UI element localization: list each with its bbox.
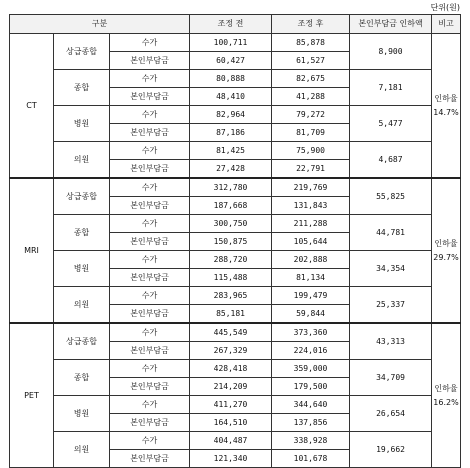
fee-before-cell: 411,270 — [190, 396, 272, 414]
institution-cell: 병원 — [54, 106, 110, 142]
copay-after-cell: 105,644 — [272, 233, 350, 251]
row-type-fee: 수가 — [110, 178, 190, 197]
copay-after-cell: 41,288 — [272, 88, 350, 106]
modality-cell: CT — [10, 34, 54, 179]
reduction-cell: 55,825 — [350, 178, 432, 215]
fee-before-cell: 312,780 — [190, 178, 272, 197]
fee-adjustment-table — [9, 14, 461, 468]
fee-after-cell: 219,769 — [272, 178, 350, 197]
unit-label: 단위(원) — [430, 3, 460, 12]
table-row — [10, 178, 461, 197]
row-type-copay: 본인부담금 — [110, 305, 190, 324]
header-before: 조정 전 — [190, 15, 272, 34]
table-row — [10, 323, 461, 342]
fee-before-cell: 300,750 — [190, 215, 272, 233]
fee-after-cell: 373,360 — [272, 323, 350, 342]
copay-after-cell: 61,527 — [272, 52, 350, 70]
row-type-fee: 수가 — [110, 142, 190, 160]
fee-after-cell: 75,900 — [272, 142, 350, 160]
reduction-cell: 7,181 — [350, 70, 432, 106]
copay-before-cell: 150,875 — [190, 233, 272, 251]
copay-after-cell: 137,856 — [272, 414, 350, 432]
institution-cell: 종합 — [54, 70, 110, 106]
fee-after-cell: 202,888 — [272, 251, 350, 269]
institution-cell: 병원 — [54, 396, 110, 432]
reduction-cell: 26,654 — [350, 396, 432, 432]
institution-cell: 종합 — [54, 360, 110, 396]
reduction-cell: 25,337 — [350, 287, 432, 324]
table-row — [10, 106, 461, 124]
table-row — [10, 287, 461, 305]
copay-before-cell: 164,510 — [190, 414, 272, 432]
row-type-copay: 본인부담금 — [110, 269, 190, 287]
fee-after-cell: 79,272 — [272, 106, 350, 124]
table-row — [10, 396, 461, 414]
row-type-fee: 수가 — [110, 287, 190, 305]
fee-after-cell: 338,928 — [272, 432, 350, 450]
copay-before-cell: 87,186 — [190, 124, 272, 142]
reduction-cell: 43,313 — [350, 323, 432, 360]
reduction-cell: 5,477 — [350, 106, 432, 142]
table-row — [10, 70, 461, 88]
header-reduction: 본인부담금 인하액 — [350, 15, 432, 34]
row-type-fee: 수가 — [110, 323, 190, 342]
copay-before-cell: 187,668 — [190, 197, 272, 215]
copay-after-cell: 101,678 — [272, 450, 350, 468]
institution-cell: 의원 — [54, 287, 110, 324]
fee-after-cell: 211,288 — [272, 215, 350, 233]
row-type-copay: 본인부담금 — [110, 52, 190, 70]
fee-before-cell: 82,964 — [190, 106, 272, 124]
header-category: 구분 — [10, 15, 190, 34]
header-after: 조정 후 — [272, 15, 350, 34]
row-type-copay: 본인부담금 — [110, 88, 190, 106]
row-type-copay: 본인부담금 — [110, 233, 190, 251]
fee-after-cell: 344,640 — [272, 396, 350, 414]
row-type-copay: 본인부담금 — [110, 124, 190, 142]
note-cell: 인하율 14.7% — [432, 34, 461, 179]
fee-before-cell: 288,720 — [190, 251, 272, 269]
copay-after-cell: 224,016 — [272, 342, 350, 360]
institution-cell: 상급종합 — [54, 178, 110, 215]
reduction-cell: 34,354 — [350, 251, 432, 287]
copay-before-cell: 60,427 — [190, 52, 272, 70]
fee-before-cell: 428,418 — [190, 360, 272, 378]
copay-before-cell: 121,340 — [190, 450, 272, 468]
fee-after-cell: 199,479 — [272, 287, 350, 305]
table-row — [10, 251, 461, 269]
modality-cell: MRI — [10, 178, 54, 323]
institution-cell: 의원 — [54, 432, 110, 468]
table-row — [10, 432, 461, 450]
institution-cell: 의원 — [54, 142, 110, 179]
fee-after-cell: 85,878 — [272, 34, 350, 52]
table-row — [10, 34, 461, 52]
row-type-copay: 본인부담금 — [110, 450, 190, 468]
fee-before-cell: 445,549 — [190, 323, 272, 342]
copay-before-cell: 115,488 — [190, 269, 272, 287]
copay-after-cell: 22,791 — [272, 160, 350, 179]
copay-after-cell: 81,134 — [272, 269, 350, 287]
fee-before-cell: 404,487 — [190, 432, 272, 450]
institution-cell: 병원 — [54, 251, 110, 287]
reduction-cell: 19,662 — [350, 432, 432, 468]
copay-before-cell: 267,329 — [190, 342, 272, 360]
row-type-fee: 수가 — [110, 432, 190, 450]
row-type-fee: 수가 — [110, 106, 190, 124]
fee-after-cell: 359,000 — [272, 360, 350, 378]
header-note: 비고 — [432, 15, 461, 34]
copay-after-cell: 179,500 — [272, 378, 350, 396]
note-cell: 인하율 29.7% — [432, 178, 461, 323]
institution-cell: 상급종합 — [54, 323, 110, 360]
fee-before-cell: 80,888 — [190, 70, 272, 88]
table-row — [10, 215, 461, 233]
row-type-copay: 본인부담금 — [110, 342, 190, 360]
table-row — [10, 360, 461, 378]
reduction-cell: 44,781 — [350, 215, 432, 251]
header-row — [10, 15, 461, 34]
copay-before-cell: 48,410 — [190, 88, 272, 106]
institution-cell: 종합 — [54, 215, 110, 251]
row-type-fee: 수가 — [110, 396, 190, 414]
fee-before-cell: 81,425 — [190, 142, 272, 160]
reduction-cell: 34,709 — [350, 360, 432, 396]
row-type-copay: 본인부담금 — [110, 378, 190, 396]
copay-before-cell: 85,181 — [190, 305, 272, 324]
copay-after-cell: 59,844 — [272, 305, 350, 324]
copay-after-cell: 131,843 — [272, 197, 350, 215]
row-type-fee: 수가 — [110, 215, 190, 233]
row-type-fee: 수가 — [110, 34, 190, 52]
row-type-fee: 수가 — [110, 360, 190, 378]
copay-before-cell: 27,428 — [190, 160, 272, 179]
note-cell: 인하율 16.2% — [432, 323, 461, 468]
row-type-fee: 수가 — [110, 251, 190, 269]
row-type-copay: 본인부담금 — [110, 160, 190, 179]
copay-before-cell: 214,209 — [190, 378, 272, 396]
table-row — [10, 142, 461, 160]
institution-cell: 상급종합 — [54, 34, 110, 70]
copay-after-cell: 81,709 — [272, 124, 350, 142]
row-type-copay: 본인부담금 — [110, 197, 190, 215]
row-type-fee: 수가 — [110, 70, 190, 88]
row-type-copay: 본인부담금 — [110, 414, 190, 432]
fee-after-cell: 82,675 — [272, 70, 350, 88]
modality-cell: PET — [10, 323, 54, 468]
fee-before-cell: 283,965 — [190, 287, 272, 305]
fee-before-cell: 100,711 — [190, 34, 272, 52]
reduction-cell: 8,900 — [350, 34, 432, 70]
reduction-cell: 4,687 — [350, 142, 432, 179]
